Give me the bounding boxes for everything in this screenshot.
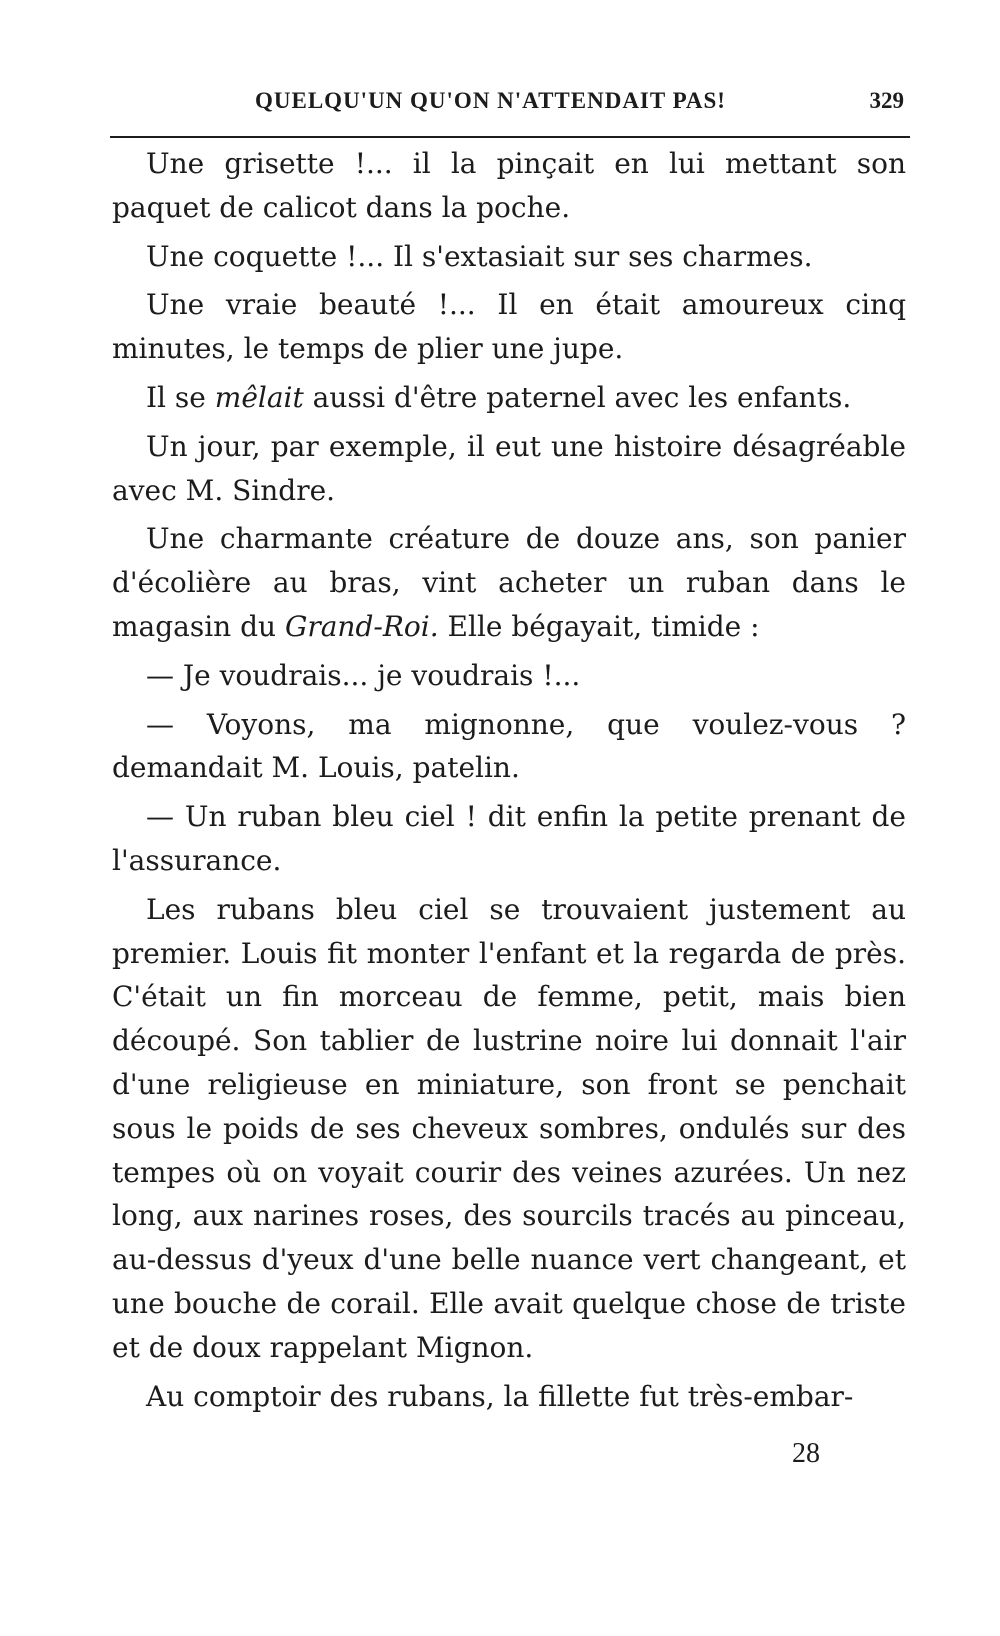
paragraph-rubans: Les rubans bleu ciel se trouvaient justement au premier. Louis fit monter l'enfant et la regarda de près. C'était un fin morceau de femme, petit, mais bien découpé. Son tablier de lustrine noire lui donnait l'air d'une religieuse en miniature, son front se penchait sous le poids de ses cheveux sombres, ondulés sur des tempes où on voyait courir des veines azurées. Un nez long, aux narines roses, des sourcils tracés au pinceau, au-dessus d'yeux d'une belle nuance vert changeant, et une bouche de corail. Elle avait quelque chose de triste et de doux rappelant Mignon. (112, 892, 906, 1364)
italic-melait: mêlait (214, 380, 304, 414)
signature-mark: 28 (792, 1438, 820, 1469)
header-rule (110, 136, 910, 138)
running-head (110, 88, 910, 128)
paragraph-paternel: Il se mêlait aussi d'être paternel avec les enfants. (146, 380, 852, 414)
paragraph-comptoir: Au comptoir des rubans, la fillette fut très-embar- (146, 1379, 854, 1413)
running-title: QUELQU'UN QU'ON N'ATTENDAIT PAS! (255, 88, 726, 113)
page-number: 329 (869, 88, 904, 113)
paragraph-sindre: Un jour, par exemple, il eut une histoire désagréable avec M. Sindre. (112, 429, 906, 507)
dialogue-voudrais: — Je voudrais... je voudrais !... (146, 658, 581, 692)
body-text (112, 142, 906, 1418)
italic-grand-roi: Grand-Roi. (284, 609, 439, 643)
dialogue-ruban: — Un ruban bleu ciel ! dit enfin la petite prenant de l'assurance. (112, 800, 906, 877)
paragraph-beaute: Une vraie beauté !... Il en était amoureux cinq minutes, le temps de plier une jupe. (112, 288, 906, 366)
paragraph-coquette: Une coquette !... Il s'extasiait sur ses charmes. (146, 239, 813, 273)
paragraph-creature: Une charmante créature de douze ans, son panier d'écolière au bras, vint acheter un ruban dans le magasin du Grand-Roi. Elle bégayait, timide : (112, 522, 906, 643)
paragraph-grisette: Une grisette !... il la pinçait en lui mettant son paquet de calicot dans la poche. (112, 147, 906, 224)
dialogue-voyons: — Voyons, ma mignonne, que voulez-vous ? demandait M. Louis, patelin. (112, 707, 906, 785)
